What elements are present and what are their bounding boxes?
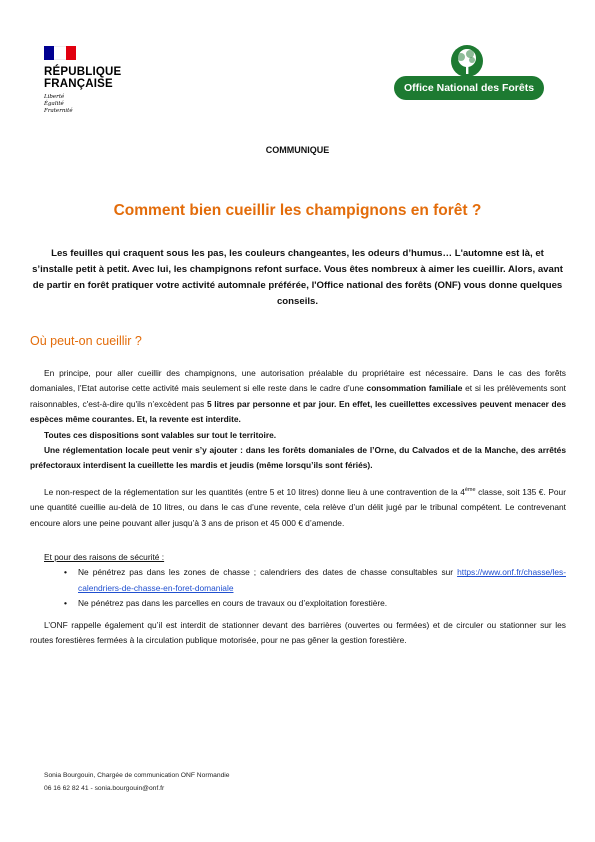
- marianne-flag-icon: [44, 46, 76, 60]
- footer-contact-details: 06 16 62 82 41 - sonia.bourgouin@onf.fr: [44, 785, 165, 792]
- p1-text-a: En principe, pour aller cueillir des champignons, une autorisation préalable du propriétaire est nécessaire. Dans le cas des forêts domaniales, l’Etat autorise cette activité mais seulement si elle reste dans le cadre d’une: [30, 368, 566, 394]
- p1-text-c: et si les prélèvements sont raisonnables, c'est-à-dire qu'ils n’excèdent pas: [30, 383, 566, 409]
- paragraph-penalties: [30, 483, 566, 531]
- intro-paragraph: Les feuilles qui craquent sous les pas, les couleurs changeantes, les odeurs d’humus… L'automne est là, et s’installe petit à petit. Avec lui, les champignons refont surface. Vous êtes nombreux à aimer les cueillir. Alors, avant de partir en forêt pratiquer votre activité automnale préférée, l'Office national des forêts (ONF) vous donne quelques conseils.: [32, 248, 563, 307]
- p3-text-a: Le non-respect de la réglementation sur les quantités (entre 5 et 10 litres) donne lieu à une contravention de la 4: [44, 486, 465, 497]
- rf-name: [44, 66, 134, 90]
- p1-bold-limit: 5 litres par personne et par jour. En effet, les cueillettes excessives peuvent menacer des espèces même courantes. Et, la revente est interdite.: [30, 398, 566, 425]
- motto-fraternite: Fraternité: [44, 108, 73, 114]
- paragraph-parking: L’ONF rappelle également qu’il est interdit de stationner devant des barrières (ouvertes ou fermées) et de circuler ou stationner sur les routes forestières fermées à la circulation publique motorisée, pour ne pas gêner la gestion forestière.: [30, 620, 566, 646]
- rf-motto: [44, 94, 134, 115]
- hunting-calendar-link[interactable]: https://www.onf.fr/chasse/les-calendriers-de-chasse-en-foret-domaniale: [78, 567, 566, 593]
- communique-label: COMMUNIQUE: [265, 145, 330, 155]
- safety-list: [30, 565, 566, 611]
- motto-liberte: Liberté: [44, 94, 65, 100]
- footer-contact-name: Sonia Bourgouin, Chargée de communication ONF Normandie: [44, 772, 230, 779]
- footer-contact: [44, 769, 230, 795]
- safety-item1-text: Ne pénétrez pas dans les zones de chasse ; calendriers des dates de chasse consultables sur: [78, 567, 458, 578]
- safety-section: [30, 550, 566, 612]
- rf-name-line2: FRANÇAISE: [44, 78, 113, 90]
- tree-icon: [447, 44, 487, 78]
- republique-francaise-logo: [44, 46, 134, 115]
- section-title: Où peut-on cueillir ?: [30, 334, 142, 348]
- p3-text-b: classe, soit 135 €. Pour une quantité cueillie au-delà de 10 litres, ou dans le cas d’une revente, cela relève d’un délit jugé par le tribunal compétent. Le contrevenant encoure alors une peine pouvant aller jusqu’à 3 ans de prison et 45 000 € d’amende.: [30, 486, 567, 528]
- p1-bold-family: consommation familiale: [366, 383, 463, 394]
- onf-logo-text: Office National des Forêts: [403, 82, 535, 94]
- list-item: [78, 565, 566, 596]
- onf-logo: [394, 44, 544, 100]
- safety-heading: Et pour des raisons de sécurité :: [44, 552, 165, 562]
- paragraph-principle: [30, 366, 566, 443]
- motto-egalite: Égalité: [44, 101, 64, 107]
- page-title: Comment bien cueillir les champignons en forêt ?: [113, 202, 482, 219]
- safety-item2-text: Ne pénétrez pas dans les parcelles en cours de travaux ou d’exploitation forestière.: [78, 598, 388, 609]
- list-item: [78, 596, 566, 611]
- p3-superscript: ème: [464, 487, 476, 493]
- p1-dispositions: Toutes ces dispositions sont valables sur tout le territoire.: [44, 429, 277, 440]
- paragraph-local-regulation: Une réglementation locale peut venir s’y ajouter : dans les forêts domaniales de l’Orne, du Calvados et de la Manche, des arrêtés préfectoraux interdisent la cueillette les mardis et jeudis (même lorsqu’ils sont fériés).: [30, 445, 566, 471]
- onf-logo-band: [394, 76, 544, 100]
- rf-name-line1: RÉPUBLIQUE: [44, 66, 122, 78]
